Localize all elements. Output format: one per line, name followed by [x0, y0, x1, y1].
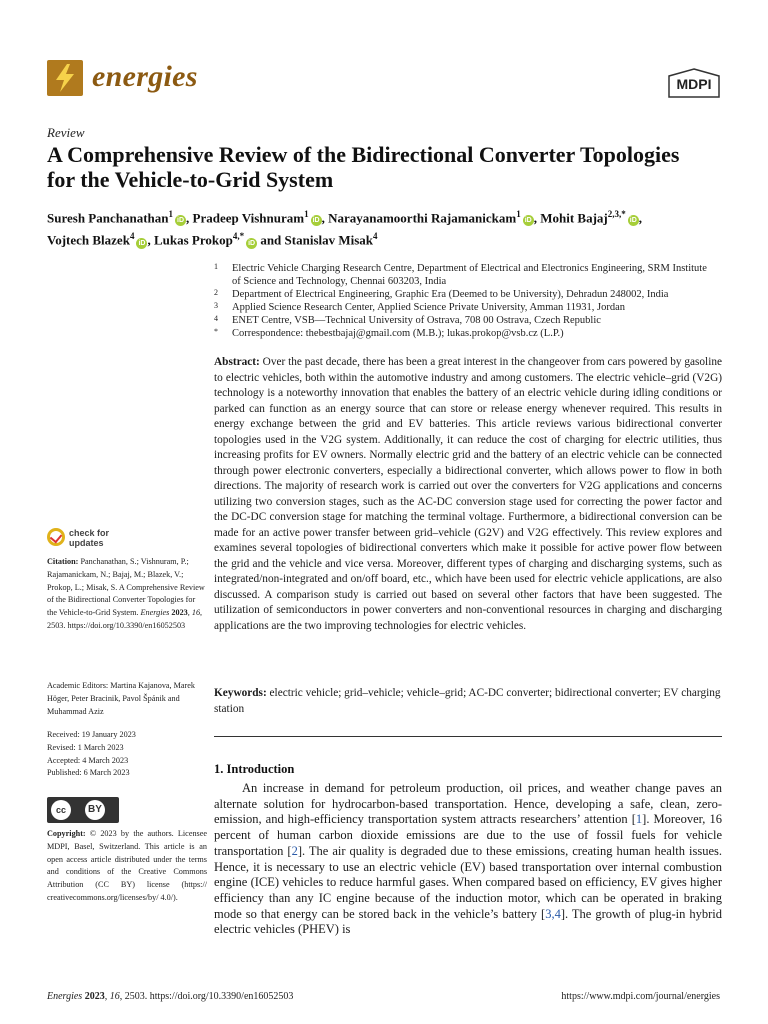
affiliation-item [214, 314, 714, 327]
by-icon: BY [85, 800, 105, 820]
reference-link[interactable]: 2 [291, 843, 298, 858]
citation-journal: Energies [140, 608, 170, 618]
footer-volume: , 16 [104, 991, 120, 1002]
author-name[interactable]: Lukas Prokop [153, 232, 233, 248]
orcid-icon[interactable]: iD [312, 217, 320, 225]
author-name[interactable]: Mohit Bajaj [540, 210, 608, 226]
affiliation-number: 4 [214, 314, 218, 323]
orcid-icon[interactable]: iD [138, 239, 146, 247]
affiliation-number: 3 [214, 301, 218, 310]
footer-year: 2023 [82, 991, 105, 1002]
orcid-icon[interactable]: iD [248, 239, 256, 247]
check-for-updates-label [69, 528, 109, 548]
affiliation-text: Applied Science Research Center, Applied Science Private University, Amman 11931, Jordan [232, 302, 626, 313]
affiliations [214, 262, 714, 340]
footer-journal: Energies [47, 991, 83, 1002]
keywords-label: Keywords: [214, 687, 267, 699]
citation-volume: , 16 [187, 608, 201, 618]
footer-citation [47, 991, 293, 1002]
correspondence [214, 327, 714, 340]
citation-doi[interactable]: , 2503. https://doi.org/10.3390/en16052503 [47, 608, 203, 630]
affiliation-item [214, 301, 714, 314]
orcid-icon[interactable]: iD [524, 217, 532, 225]
footer-doi[interactable]: , 2503. https://doi.org/10.3390/en16052503 [119, 991, 294, 1002]
author-name[interactable]: Vojtech Blazek [47, 232, 130, 248]
publication-dates [47, 729, 207, 780]
keywords [214, 685, 722, 717]
publisher-name: MDPI [676, 76, 712, 92]
divider [214, 736, 722, 737]
citation-block [47, 556, 207, 633]
section-heading: 1. Introduction [214, 762, 295, 776]
reference-link[interactable]: 3,4 [545, 906, 561, 921]
article-title: A Comprehensive Review of the Bidirectional Converter Topologies for the Vehicle-to-Grid System [47, 142, 680, 192]
affiliation-text: Electric Vehicle Charging Research Centre, Department of Electrical and Electronics Engineering, SRM Institute of Science and Technology, Chennai 603203, India [232, 263, 707, 287]
affiliation-number: 2 [214, 288, 218, 297]
author-affiliation-sup: 2,3,* [607, 209, 626, 219]
abstract [214, 355, 722, 634]
published-date: Published: 6 March 2023 [47, 768, 130, 778]
abstract-label: Abstract: [214, 356, 260, 368]
affiliation-number: 1 [214, 262, 218, 271]
author-affiliation-sup: 1 [516, 209, 521, 219]
citation-label: Citation: [47, 557, 79, 566]
mdpi-logo-icon [668, 68, 720, 98]
author-name[interactable]: Suresh Panchanathan [47, 210, 169, 226]
author-list: Suresh Panchanathan$^1$iD , Pradeep Vishnuram$^1$iD , Narayanamoorthi Rajamanickam$^1$iD , Mohit Bajaj$^{2,3,*}$iD , Vojtech Blazek$^4$iD , Lukas Prokop$^{4,*}$iD and Stanislav Misak$^4$ [47, 209, 643, 248]
affiliation-text: Department of Electrical Engineering, Graphic Era (Deemed to be University), Dehradun 248002, India [232, 289, 669, 300]
copyright-text: © 2023 by the authors. Licensee MDPI, Basel, Switzerland. This article is an open access article distributed under the terms and conditions of the Creative Commons Attribution (CC BY) license (https:// creativecommons.org/licenses/by/ 4.0/). [47, 829, 207, 902]
copyright-notice [47, 828, 207, 905]
author-name[interactable]: Pradeep Vishnuram [192, 210, 305, 226]
copyright-label: Copyright: [47, 829, 86, 838]
cc-by-license-icon[interactable] [47, 797, 119, 823]
revised-date: Revised: 1 March 2023 [47, 742, 124, 752]
check-line-2: updates [69, 538, 104, 548]
affiliation-text[interactable]: Correspondence: thebestbajaj@gmail.com (M.B.); lukas.prokop@vsb.cz (L.P.) [232, 328, 564, 339]
introduction-paragraph [214, 781, 722, 938]
energies-logo-icon [47, 60, 83, 96]
intro-text: ]. The growth of plug-in hybrid electric vehicles (PHEV) is [214, 906, 722, 937]
intro-text: An increase in demand for petroleum production, oil prices, and weather change paves an alternate solution for hydrocarbon-based transportation. Hence, developing a safe, clean, zero-emission, and high-efficiency transportation system attracts researchers’ attention [ [214, 781, 722, 827]
author-affiliation-sup: 4,* [232, 231, 245, 242]
affiliation-number: * [214, 327, 218, 336]
reference-link[interactable]: 1 [635, 812, 643, 827]
author-affiliation-sup: 1 [168, 209, 173, 219]
accepted-date: Accepted: 4 March 2023 [47, 755, 129, 765]
journal-name: energies [92, 60, 198, 93]
keywords-text: electric vehicle; grid–vehicle; vehicle–grid; AC-DC converter; bidirectional converter; EV charging station [214, 687, 721, 715]
author-name[interactable]: Narayanamoorthi Rajamanickam [328, 210, 517, 226]
affiliation-item [214, 288, 714, 301]
affiliation-text: ENET Centre, VSB—Technical University of Ostrava, 708 00 Ostrava, Czech Republic [232, 315, 601, 326]
author-name[interactable]: Stanislav Misak [284, 232, 374, 248]
author-affiliation-sup: 4 [373, 231, 378, 242]
orcid-icon[interactable]: iD [177, 217, 184, 225]
intro-text: ]. Moreover, 16 percent of human carbon dioxide emissions are due to the use of fossil fuels for vehicle transportation [ [214, 812, 722, 858]
academic-editors: Academic Editors: Martina Kajanova, Marek Höger, Peter Bracinik, Pavol Špánik and Muhammad Aziz [47, 681, 196, 716]
footer-journal-url[interactable]: https://www.mdpi.com/journal/energies [561, 991, 720, 1002]
author-affiliation-sup: 1 [304, 209, 309, 219]
citation-text: Panchanathan, S.; Vishnuram, P.; Rajamanickam, N.; Bajaj, M.; Blazek, V.; Prokop, L.; Misak, S. A Comprehensive Review of the Bidirectional Converter Topologies for the Vehicle-to-Grid System. [47, 557, 205, 618]
affiliation-item [214, 262, 714, 288]
cc-icon: cc [51, 800, 71, 820]
orcid-icon[interactable]: iD [629, 217, 637, 225]
author-affiliation-sup: 4 [129, 231, 135, 242]
abstract-text: Over the past decade, there has been a great interest in the changeover from cars powered by gasoline to electric vehicles, both within the automotive industry and among customers. The electric vehicle–grid (V2G) technology is a noteworthy innovation that enables the battery of an electric vehicle during idling conditions or parked can function as an energy source that can store or release energy whenever required. This results in energy exchange between the grid and EV batteries. This article reviews various bidirectional converter topologies used in the V2G system. Additionally, it can reduce the cost of charging for electric utilities, thus increasing profits for EV owners. Normally electric grid and the battery of an electric vehicle can be connected through power electronic converters, especially a bidirectional converter, which allows power to flow in both directions. The majority of research work is carried out over the converters for V2G applications and concerns utilizing two conversion stages, such as the AC-DC conversion stage used for correcting the power factor and the DC-DC conversion stage for matching the terminal voltage. Furthermore, a bidirectional conversion can be made for an active power transfer between grid–vehicle (G2V) and V2G effectively. This review explores and examines several topologies of bidirectional converters which make it possible for active power flow between the grid and the vehicle and vice versa. Moreover, different types of charging and discharging systems, such as integrated/non-integrated and on/off board, etc., which have been used for electric vehicle applications, are also discussed. A comparison study is carried out based on several other factors that have been suggested. The utilization of semiconductors in power converters and non-conventional resources in charging and discharging applications are the two improving technologies for electric vehicles. [214, 356, 722, 632]
received-date: Received: 19 January 2023 [47, 730, 136, 739]
article-type: Review [47, 125, 85, 140]
check-line-1: check for [69, 528, 110, 538]
citation-year: 2023 [169, 608, 188, 618]
intro-text: ]. The air quality is degraded due to these emissions, creating human health issues. Hence, it is necessary to use an electric vehicle (EV) based transportation over internal combustion engine (ICE) vehicles to reduce harmful gases. When compared based on efficiency, EV gives higher efficiency than any IC engine because of the induction motor, which can be operated in braking mode so that energy can be stored back in the vehicle’s battery [ [214, 843, 722, 921]
